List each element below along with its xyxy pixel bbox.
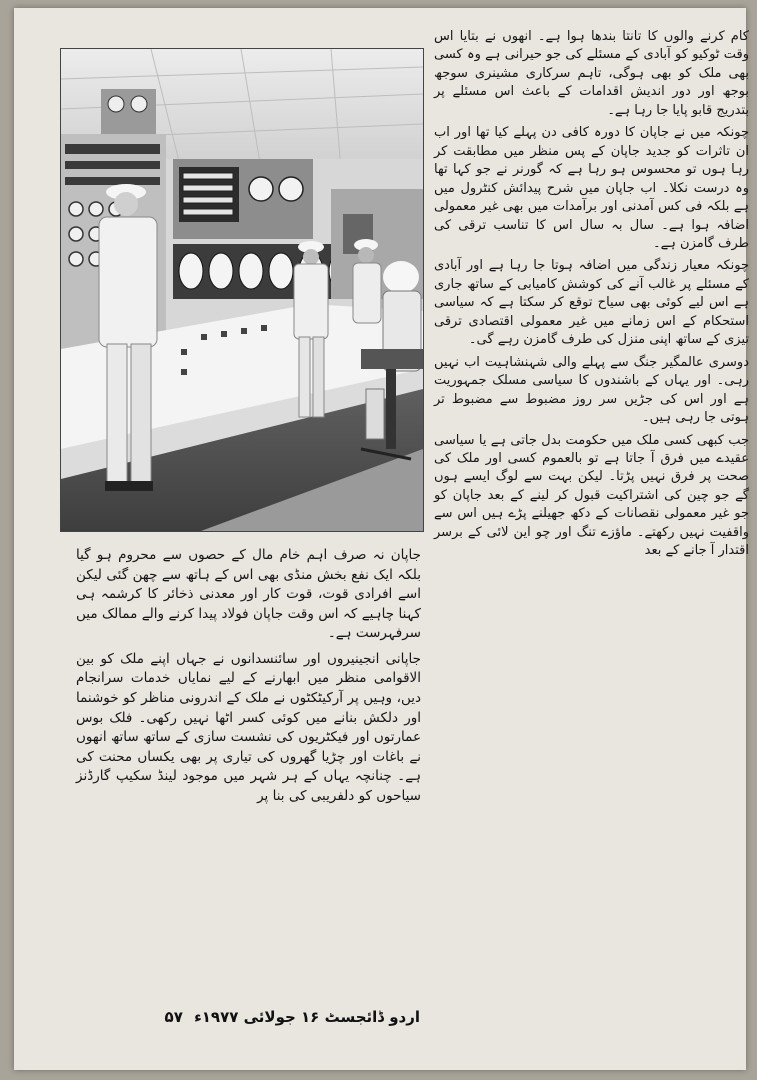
paragraph: جاپانی انجینیروں اور سائنسدانوں نے جہاں اپنے ملک کو بین الاقوامی منظر میں ابھارنے کے لیے نمایاں خدمات سرانجام دیں، وہیں پر آرکیٹکٹوں نے ملک کے اندرونی مناظر کو خوشنما اور دلکش بنانے میں کوئی کسر اٹھا نہیں رکھی۔ فلک بوس عمارتوں اور فیکٹریوں کی نشست سازی کے ساتھ ساتھ انھوں نے باغات اور چڑیا گھروں کی تیاری پر بھی یکساں محنت کی ہے۔ چنانچہ یہاں کے ہر شہر میں موجود لینڈ سکیپ گارڈنز سیاحوں کو دلفریبی کی بنا پر — [76, 650, 421, 804]
factory-control-room-photo — [60, 48, 424, 532]
page-footer — [80, 1008, 420, 1026]
photo-illustration — [61, 49, 423, 531]
footer-text: اردو ڈائجسٹ ۱۶ جولائی ۱۹۷۷ء — [194, 1008, 420, 1026]
paragraph: کام کرنے والوں کا تانتا بندھا ہوا ہے۔ انھوں نے بتایا اس وقت ٹوکیو کو آبادی کے مسئلے کی جو حیرانی ہے وہ کسی بھی ملک کو بھی ہوگی، تاہم سرکاری مشینری سوجھ بوجھ اور دور اندیش اقدامات کے باعث اس مسئلے پر بتدریج قابو پایا جا رہا ہے۔ — [434, 29, 749, 118]
page-number: ۵۷ — [164, 1008, 183, 1026]
paragraph: جب کبھی کسی ملک میں حکومت بدل جاتی ہے یا سیاسی عقیدے میں فرق آ جاتا ہے تو بالعموم کسی اور ملک کی صحت پر فرق نہیں پڑتا۔ لیکن بہت سے لوگ ایسے ہوں گے جو چین کی اشتراکیت قبول کر لینے کے بعد جاپان کو جو غیر معمولی نقصانات کے دکھ جھیلنے پڑے ہیں اس سے واقفیت نہیں رکھتے۔ ماؤزے تنگ اور چو این لائی کے برسر اقتدار آ جانے کے بعد — [434, 432, 749, 559]
right-text-column — [434, 28, 749, 565]
paragraph: چونکہ معیار زندگی میں اضافہ ہوتا جا رہا ہے اور آبادی کے مسئلے پر غالب آنے کی کوشش کامیابی کے ساتھ جاری ہے اس لیے کوئی بھی سیاح توقع کر سکتا ہے کہ سیاسی استحکام کے اس زمانے میں غیر معمولی اقتصادی ترقی تیزی کے ساتھ اپنی منزل کی طرف گامزن رہے گی۔ — [434, 258, 749, 348]
paragraph: دوسری عالمگیر جنگ سے پہلے والی شہنشاہیت اب نہیں رہی۔ اور یہاں کے باشندوں کا سیاسی مسلک جمہوریت ہے اور اس کی جڑیں سر روز مضبوط سے مضبوط تر ہوتی جا رہی ہیں۔ — [434, 354, 749, 426]
paragraph: جاپان نہ صرف اہم خام مال کے حصوں سے محروم ہو گیا بلکہ ایک نفع بخش منڈی بھی اس کے ہاتھ سے چھن گئی لیکن اسے افرادی قوت، قوت کار اور معدنی ذخائر کا کرشمہ ہی کہنا چاہیے کہ اس وقت جاپان فولاد پیدا کرنے والے ممالک میں سرفہرست ہے۔ — [76, 547, 421, 642]
bottom-text-column — [76, 546, 421, 812]
magazine-page — [14, 8, 749, 1070]
paragraph: چونکہ میں نے جاپان کا دورہ کافی دن پہلے کیا تھا اور اب ان تاثرات کو جدید جاپان کے پس منظر میں مطابقت کر رہا ہوں تو محسوس ہو رہا ہے کہ گورنر نے جو کہا تھا وہ درست نکلا۔ اب جاپان میں شرح پیدائش کنٹرول میں ہے بلکہ فی کس آمدنی اور برآمدات میں بھی غیر معمولی اضافہ ہوا ہے۔ سال بہ سال اس کا تناسب ترقی کی طرف گامزن ہے۔ — [434, 125, 749, 251]
